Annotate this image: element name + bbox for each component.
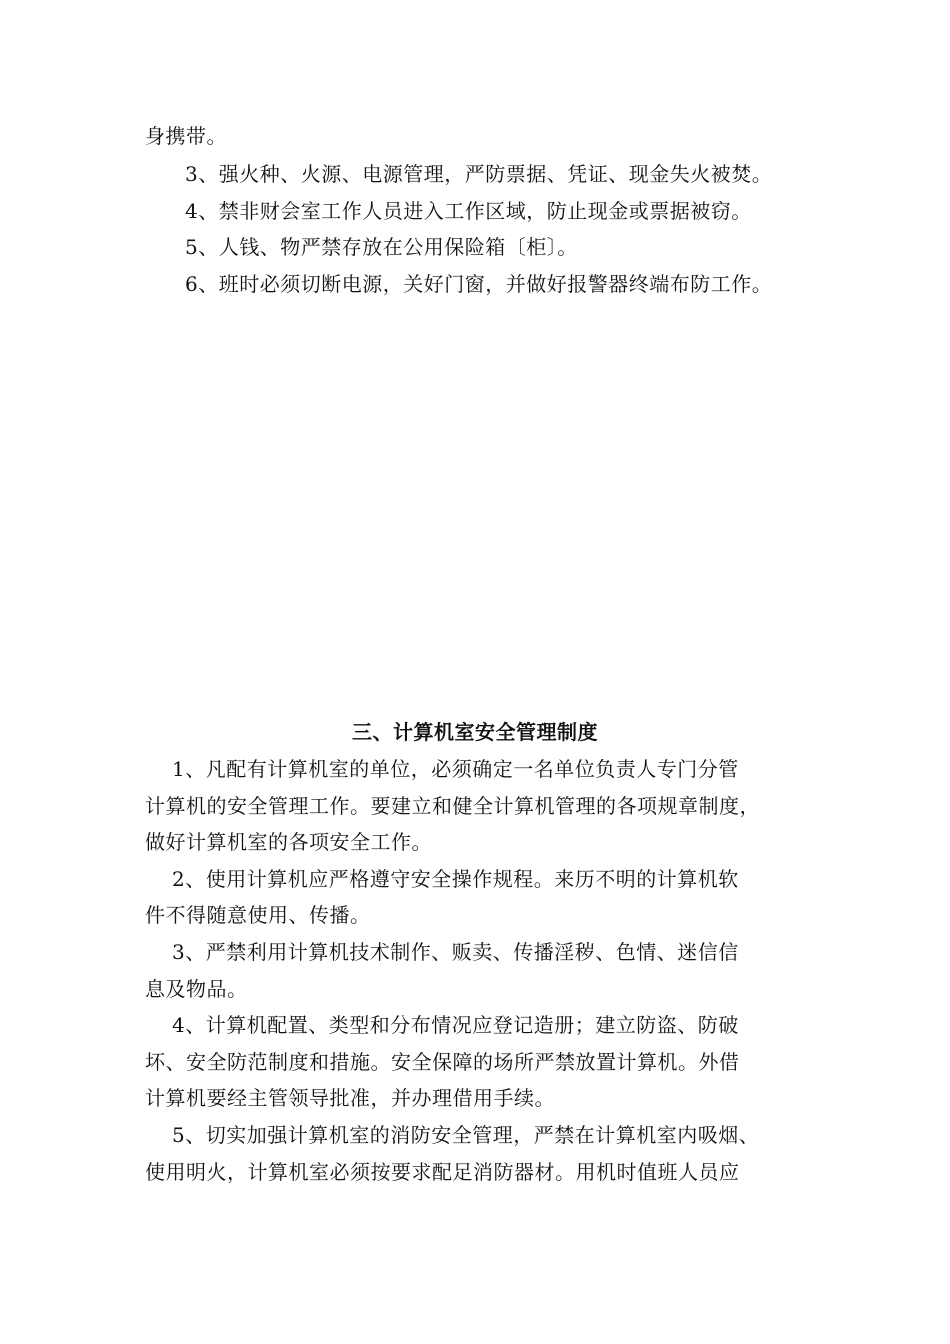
paragraph-line: 做好计算机室的各项安全工作。 xyxy=(145,830,432,854)
section-title: 三、计算机室安全管理制度 xyxy=(352,720,598,744)
paragraph-line: 5、切实加强计算机室的消防安全管理，严禁在计算机室内吸烟、 xyxy=(172,1123,760,1147)
list-item-4: 4、禁非财会室工作人员进入工作区域，防止现金或票据被窃。 xyxy=(185,199,752,223)
paragraph-line: 计算机的安全管理工作。要建立和健全计算机管理的各项规章制度， xyxy=(145,794,760,818)
list-item-3: 3、强火种、火源、电源管理，严防票据、凭证、现金失火被焚。 xyxy=(185,162,773,186)
list-item-6: 6、班时必须切断电源，关好门窗，并做好报警器终端布防工作。 xyxy=(185,272,773,296)
paragraph-line: 息及物品。 xyxy=(145,977,248,1001)
paragraph-line: 2、使用计算机应严格遵守安全操作规程。来历不明的计算机软 xyxy=(172,867,739,891)
paragraph-line: 使用明火，计算机室必须按要求配足消防器材。用机时值班人员应 xyxy=(145,1160,740,1184)
paragraph-line: 件不得随意使用、传播。 xyxy=(145,903,371,927)
paragraph-line: 1、凡配有计算机室的单位，必须确定一名单位负责人专门分管 xyxy=(172,757,739,781)
list-item-5: 5、人钱、物严禁存放在公用保险箱〔柜〕。 xyxy=(185,235,578,259)
paragraph-line: 坏、安全防范制度和措施。安全保障的场所严禁放置计算机。外借 xyxy=(145,1050,740,1074)
paragraph-line: 3、严禁利用计算机技术制作、贩卖、传播淫秽、色情、迷信信 xyxy=(172,940,739,964)
paragraph-line: 计算机要经主管领导批准，并办理借用手续。 xyxy=(145,1086,555,1110)
paragraph-line: 4、计算机配置、类型和分布情况应登记造册；建立防盗、防破 xyxy=(172,1013,739,1037)
paragraph-continuation: 身携带。 xyxy=(145,124,227,148)
